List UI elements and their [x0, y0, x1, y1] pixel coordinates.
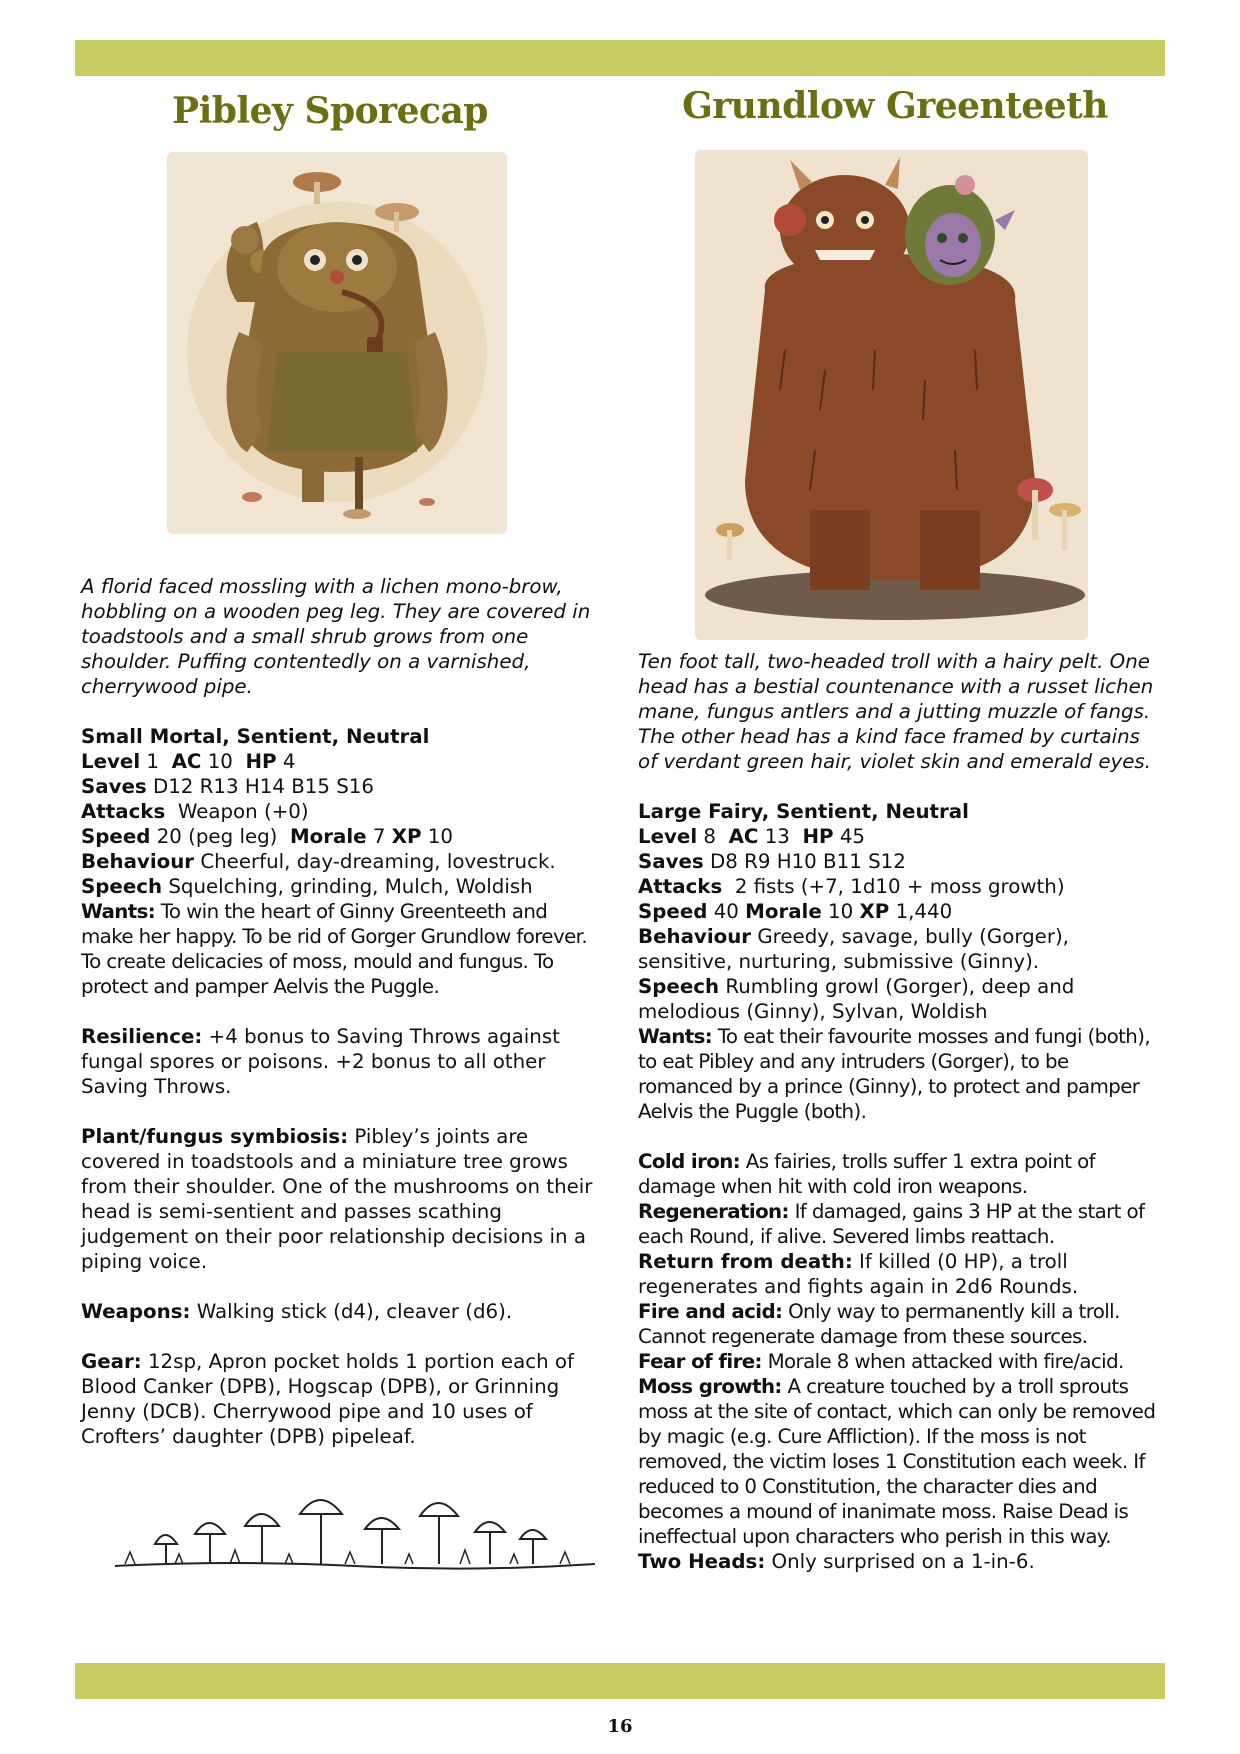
pibley-wants: Wants: To win the heart of Ginny Greenteeth and make her happy. To be rid of Gorger Grundlow forever. To create delicacies of moss, mould and fungus. To protect and pamper Aelvis the Puggle.: [81, 900, 588, 998]
grundlow-saves: Saves D8 R9 H10 B11 S12: [638, 850, 906, 873]
grundlow-moss-growth: Moss growth: A creature touched by a troll sprouts moss at the site of contact, which can only be removed by magic (e.g. Cure Affliction). If the moss is not removed, the victim loses 1 Constitution each week. If reduced to 0 Constitution, the character dies and becomes a mound of inanimate moss. Raise Dead is ineffectual upon characters who perish in this way.: [638, 1375, 1156, 1548]
pibley-behaviour: Behaviour Cheerful, day-dreaming, lovestruck.: [81, 850, 556, 873]
grundlow-return-from-death: Return from death: If killed (0 HP), a troll regenerates and fights again in 2d6 Rounds.: [638, 1250, 1079, 1298]
grundlow-level-line: Level 8 AC 13 HP 45: [638, 825, 865, 848]
pibley-type: Small Mortal, Sentient, Neutral: [81, 725, 430, 748]
pibley-speech: Speech Squelching, grinding, Mulch, Woldish: [81, 875, 533, 898]
grundlow-wants: Wants: To eat their favourite mosses and fungi (both), to eat Pibley and any intruders (Gorger), to be romanced by a prince (Ginny), to protect and pamper Aelvis the Puggle (both).: [638, 1025, 1151, 1123]
grundlow-cold-iron: Cold iron: As fairies, trolls suffer 1 extra point of damage when hit with cold iron weapons.: [638, 1150, 1095, 1198]
grundlow-fire-and-acid: Fire and acid: Only way to permanently kill a troll. Cannot regenerate damage from these sources.: [638, 1300, 1120, 1348]
pibley-speed-line: Speed 20 (peg leg) Morale 7 XP 10: [81, 825, 453, 848]
pibley-title: Pibley Sporecap: [172, 90, 488, 132]
grundlow-speed-line: Speed 40 Morale 10 XP 1,440: [638, 900, 953, 923]
page-number: 16: [607, 1716, 633, 1737]
pibley-intro: A florid faced mossling with a lichen mono-brow, hobbling on a wooden peg leg. They are covered in toadstools and a small shrub grows from one shoulder. Puffing contentedly on a varnished, cherrywood pipe.: [81, 575, 591, 698]
pibley-saves: Saves D12 R13 H14 B15 S16: [81, 775, 374, 798]
pibley-weapons: Weapons: Walking stick (d4), cleaver (d6).: [81, 1300, 513, 1323]
grundlow-attacks: Attacks 2 fists (+7, 1d10 + moss growth): [638, 875, 1065, 898]
grundlow-behaviour: Behaviour Greedy, savage, bully (Gorger), sensitive, nurturing, submissive (Ginny).: [638, 925, 1069, 973]
grundlow-statblock: [638, 649, 1163, 1574]
mushroom-border-illustration: [115, 1484, 595, 1574]
pibley-attacks: Attacks Weapon (+0): [81, 800, 309, 823]
grundlow-regeneration: Regeneration: If damaged, gains 3 HP at the start of each Round, if alive. Severed limbs reattach.: [638, 1200, 1145, 1248]
pibley-resilience: Resilience: +4 bonus to Saving Throws against fungal spores or poisons. +2 bonus to all other Saving Throws.: [81, 1025, 560, 1098]
pibley-level-line: Level 1 AC 10 HP 4: [81, 750, 296, 773]
grundlow-illustration: [695, 150, 1088, 640]
pibley-symbiosis: Plant/fungus symbiosis: Pibley’s joints are covered in toadstools and a miniature tree grows from their shoulder. One of the mushrooms on their head is semi-sentient and passes scathing judgement on their poor relationship decisions in a piping voice.: [81, 1125, 593, 1273]
pibley-gear: Gear: 12sp, Apron pocket holds 1 portion each of Blood Canker (DPB), Hogscap (DPB), or Grinning Jenny (DCB). Cherrywood pipe and 10 uses of Crofters’ daughter (DPB) pipeleaf.: [81, 1350, 574, 1448]
grundlow-speech: Speech Rumbling growl (Gorger), deep and melodious (Ginny), Sylvan, Woldish: [638, 975, 1075, 1023]
grundlow-fear-of-fire: Fear of fire: Morale 8 when attacked with fire/acid.: [638, 1350, 1124, 1373]
grundlow-intro: Ten foot tall, two-headed troll with a hairy pelt. One head has a bestial countenance with a russet lichen mane, fungus antlers and a jutting muzzle of fangs. The other head has a kind face framed by curtains of verdant green hair, violet skin and emerald eyes.: [638, 650, 1154, 773]
bottom-banner: [75, 1663, 1165, 1699]
grundlow-title: Grundlow Greenteeth: [682, 85, 1108, 127]
pibley-illustration: [167, 152, 507, 534]
grundlow-two-heads: Two Heads: Only surprised on a 1-in-6.: [638, 1550, 1035, 1573]
pibley-statblock: [81, 574, 601, 1449]
top-banner: [75, 40, 1165, 76]
grundlow-type: Large Fairy, Sentient, Neutral: [638, 800, 969, 823]
